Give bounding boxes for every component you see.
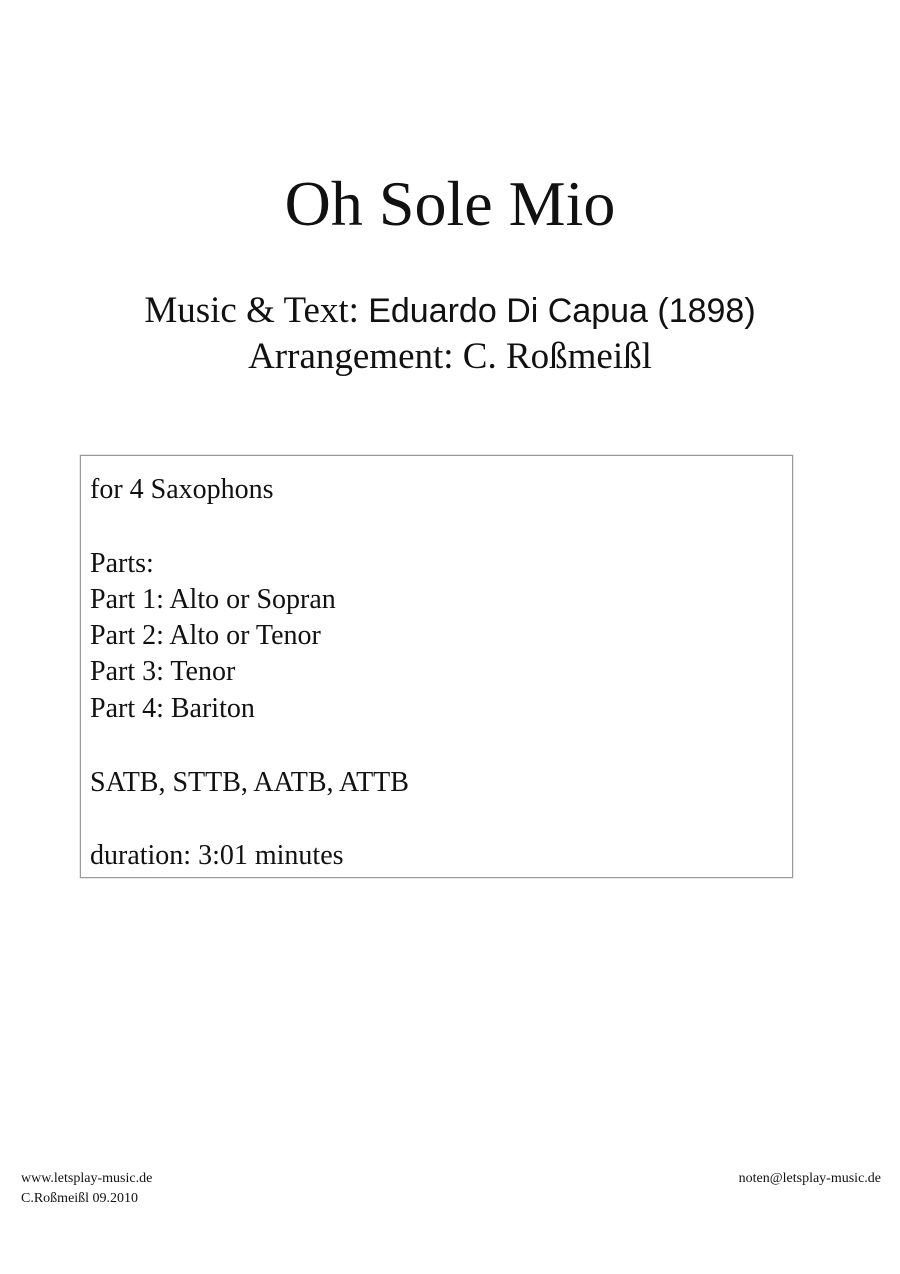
music-credit-line xyxy=(0,288,900,334)
page-title: Oh Sole Mio xyxy=(284,168,616,239)
info-box xyxy=(80,455,793,878)
part-item-4: Part 4: Bariton xyxy=(90,693,255,724)
arrangement-credit: Arrangement: C. Roßmeißl xyxy=(248,336,652,377)
part-item-3: Part 3: Tenor xyxy=(90,656,236,687)
instrumentation-text: for 4 Saxophons xyxy=(90,474,274,505)
part-item-1: Part 1: Alto or Sopran xyxy=(90,584,336,615)
part-item-2: Part 2: Alto or Tenor xyxy=(90,620,321,651)
music-text-label: Music & Text: xyxy=(144,290,359,331)
footer-website: www.letsplay-music.de xyxy=(21,1171,153,1186)
footer-copyright: C.Roßmeißl 09.2010 xyxy=(21,1191,139,1206)
composer-name: Eduardo Di Capua (1898) xyxy=(368,292,756,330)
parts-heading: Parts: xyxy=(90,548,154,579)
voicings-text: SATB, STTB, AATB, ATTB xyxy=(90,767,409,798)
footer-email: noten@letsplay-music.de xyxy=(738,1171,881,1186)
duration-text: duration: 3:01 minutes xyxy=(90,840,344,871)
credits-block xyxy=(0,288,900,380)
